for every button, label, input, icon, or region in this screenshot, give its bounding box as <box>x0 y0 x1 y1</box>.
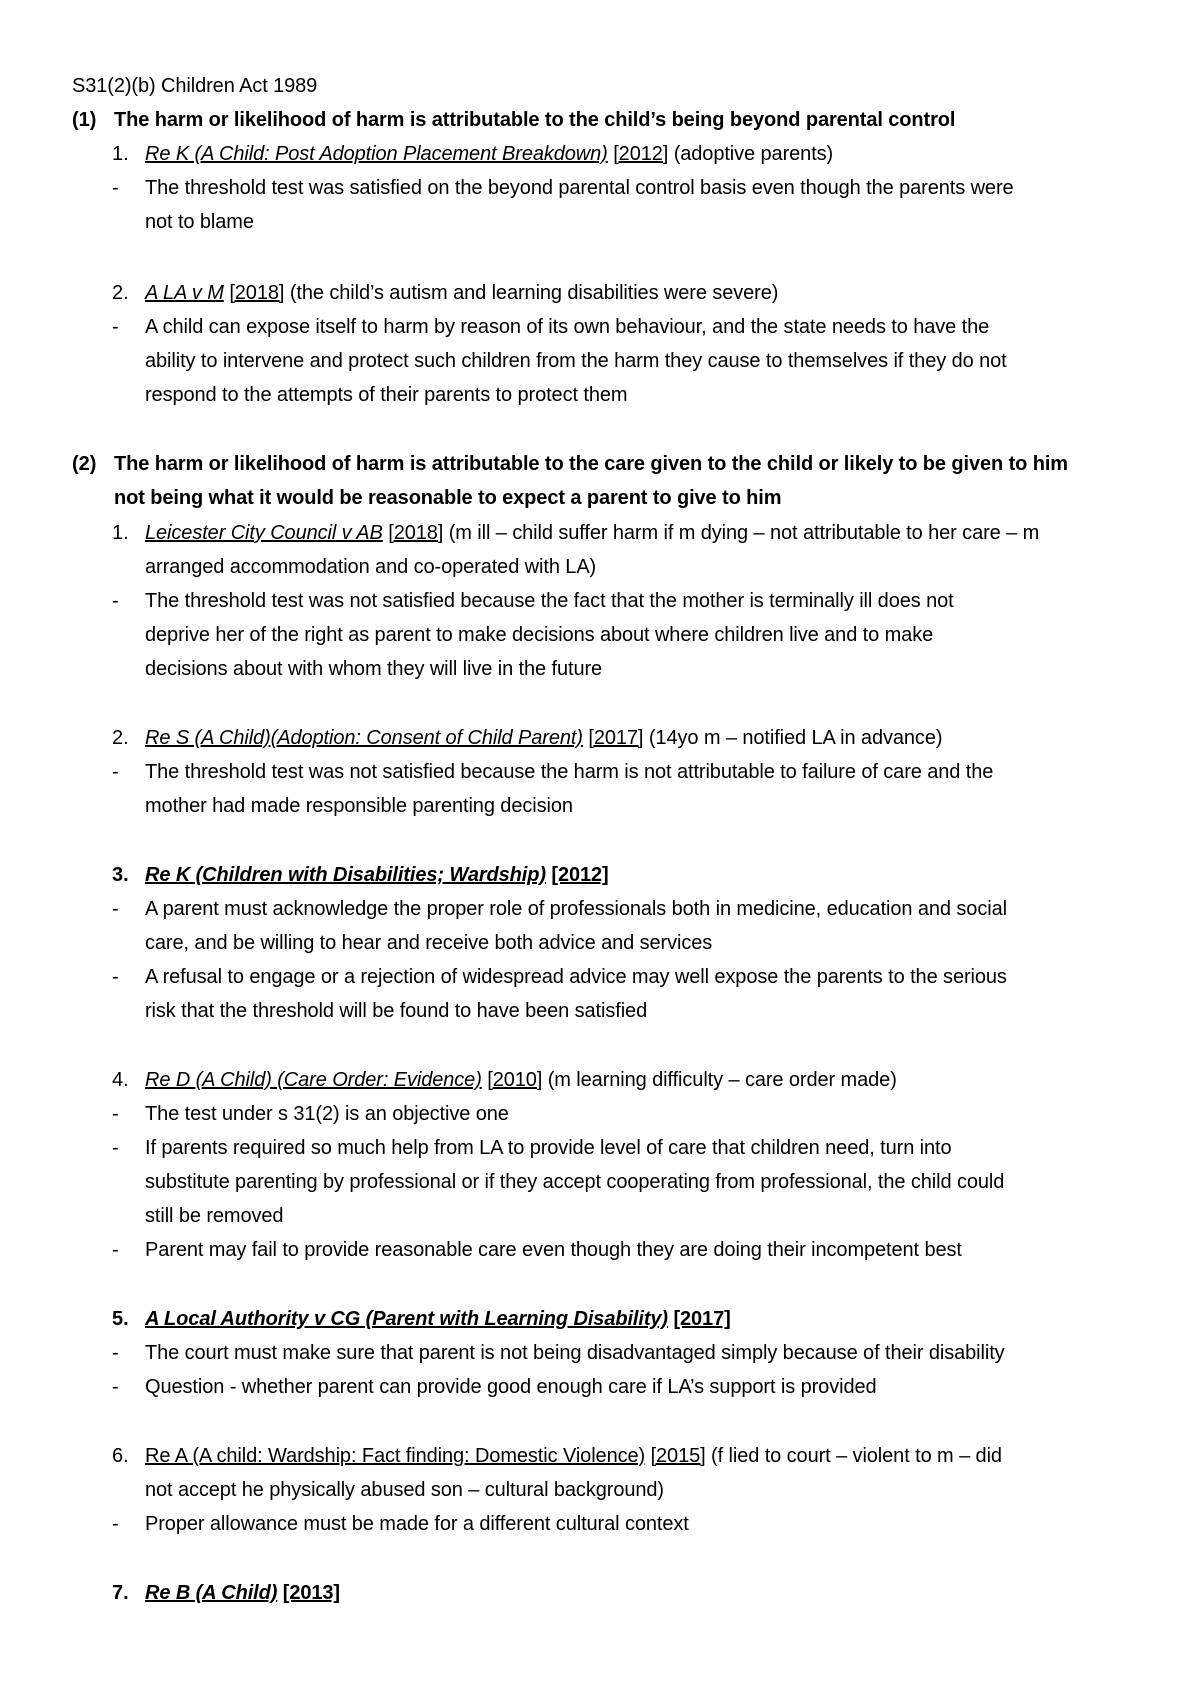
case-heading <box>145 1443 1002 1469</box>
case-year: [2015] <box>650 1445 706 1467</box>
case-point-line: The threshold test was not satisfied because the fact that the mother is terminally ill does not <box>145 590 954 612</box>
bullet-dash: - <box>112 1342 119 1364</box>
section-2-heading: The harm or likelihood of harm is attributable to the care given to the child or likely to be given to him <box>114 453 1068 475</box>
case-heading <box>145 1067 897 1093</box>
case-point-line: substitute parenting by professional or if they accept cooperating from professional, the child could <box>145 1171 1005 1193</box>
case-point-line: ability to intervene and protect such children from the harm they cause to themselves if they do not <box>145 350 1007 372</box>
case-number: 7. <box>112 1582 129 1604</box>
case-point-line: still be removed <box>145 1205 284 1227</box>
case-name: Re A (A child: Wardship: Fact finding: Domestic Violence) <box>145 1445 646 1467</box>
case-number: 6. <box>112 1445 129 1467</box>
case-number: 5. <box>112 1308 129 1330</box>
case-name: A Local Authority v CG (Parent with Learning Disability) <box>145 1308 668 1330</box>
case-year: [2018] <box>388 522 444 544</box>
case-name: Re S (A Child)(Adoption: Consent of Child Parent) <box>145 727 583 749</box>
case-point-line: The threshold test was not satisfied because the harm is not attributable to failure of care and the <box>145 761 994 783</box>
case-year: [2017] <box>673 1308 731 1330</box>
case-point-line: The threshold test was satisfied on the beyond parental control basis even though the parents were <box>145 177 1014 199</box>
case-point-line: mother had made responsible parenting decision <box>145 795 573 817</box>
case-number: 3. <box>112 864 129 886</box>
case-year: [2012] <box>551 864 609 886</box>
case-point-line: Proper allowance must be made for a different cultural context <box>145 1513 689 1535</box>
case-number: 2. <box>112 727 129 749</box>
case-point-line: respond to the attempts of their parents to protect them <box>145 384 628 406</box>
case-heading <box>145 725 942 751</box>
case-point-line: The test under s 31(2) is an objective one <box>145 1103 509 1125</box>
section-2-heading: not being what it would be reasonable to expect a parent to give to him <box>114 487 782 509</box>
case-note: not accept he physically abused son – cultural background) <box>145 1479 664 1501</box>
document-title: S31(2)(b) Children Act 1989 <box>72 75 318 97</box>
case-note: (adoptive parents) <box>673 143 834 165</box>
bullet-dash: - <box>112 1376 119 1398</box>
case-number: 1. <box>112 522 129 544</box>
bullet-dash: - <box>112 1103 119 1125</box>
bullet-dash: - <box>112 761 119 783</box>
case-point-line: care, and be willing to hear and receive both advice and services <box>145 932 713 954</box>
bullet-dash: - <box>112 590 119 612</box>
case-point-line: A child can expose itself to harm by reason of its own behaviour, and the state needs to have the <box>145 316 990 338</box>
case-name: A LA v M <box>145 282 224 304</box>
case-point-line: deprive her of the right as parent to make decisions about where children live and to make <box>145 624 934 646</box>
case-note: (m learning difficulty – care order made) <box>547 1069 897 1091</box>
case-year: [2010] <box>487 1069 543 1091</box>
case-heading <box>145 520 1039 546</box>
case-point-line: risk that the threshold will be found to have been satisfied <box>145 1000 648 1022</box>
case-year: [2012] <box>613 143 669 165</box>
section-1-heading: The harm or likelihood of harm is attributable to the child’s being beyond parental control <box>114 109 956 131</box>
case-heading <box>145 141 833 167</box>
case-heading <box>145 1306 731 1332</box>
case-point-line: not to blame <box>145 211 254 233</box>
bullet-dash: - <box>112 898 119 920</box>
case-year: [2017] <box>588 727 644 749</box>
case-note: arranged accommodation and co-operated with LA) <box>145 556 597 578</box>
case-point-line: decisions about with whom they will live in the future <box>145 658 603 680</box>
case-year: [2013] <box>282 1582 340 1604</box>
case-note: (the child’s autism and learning disabilities were severe) <box>289 282 779 304</box>
case-heading <box>145 1580 340 1606</box>
case-point-line: A refusal to engage or a rejection of widespread advice may well expose the parents to the serious <box>145 966 1007 988</box>
case-point-line: A parent must acknowledge the proper role of professionals both in medicine, education and social <box>145 898 1007 920</box>
case-point-line: Parent may fail to provide reasonable care even though they are doing their incompetent best <box>145 1239 962 1261</box>
case-note: (14yo m – notified LA in advance) <box>648 727 943 749</box>
bullet-dash: - <box>112 316 119 338</box>
case-name: Re B (A Child) <box>145 1582 278 1604</box>
case-note: (f lied to court – violent to m – did <box>711 1445 1002 1467</box>
section-1-label: (1) <box>72 109 97 131</box>
case-note: (m ill – child suffer harm if m dying – not attributable to her care – m <box>448 522 1040 544</box>
case-name: Re K (A Child: Post Adoption Placement Breakdown) <box>145 143 608 165</box>
section-2-label: (2) <box>72 453 97 475</box>
bullet-dash: - <box>112 177 119 199</box>
case-point-line: If parents required so much help from LA to provide level of care that children need, turn into <box>145 1137 952 1159</box>
case-heading <box>145 862 609 888</box>
case-point-line: Question - whether parent can provide good enough care if LA’s support is provided <box>145 1376 877 1398</box>
case-name: Leicester City Council v AB <box>145 522 383 544</box>
bullet-dash: - <box>112 1137 119 1159</box>
case-number: 2. <box>112 282 129 304</box>
case-point-line: The court must make sure that parent is not being disadvantaged simply because of their disability <box>145 1342 1005 1364</box>
case-number: 4. <box>112 1069 129 1091</box>
case-number: 1. <box>112 143 129 165</box>
case-year: [2018] <box>229 282 285 304</box>
bullet-dash: - <box>112 1513 119 1535</box>
case-heading <box>145 280 778 306</box>
case-name: Re K (Children with Disabilities; Wardship) <box>145 864 546 886</box>
case-name: Re D (A Child) (Care Order: Evidence) <box>145 1069 482 1091</box>
bullet-dash: - <box>112 1239 119 1261</box>
bullet-dash: - <box>112 966 119 988</box>
